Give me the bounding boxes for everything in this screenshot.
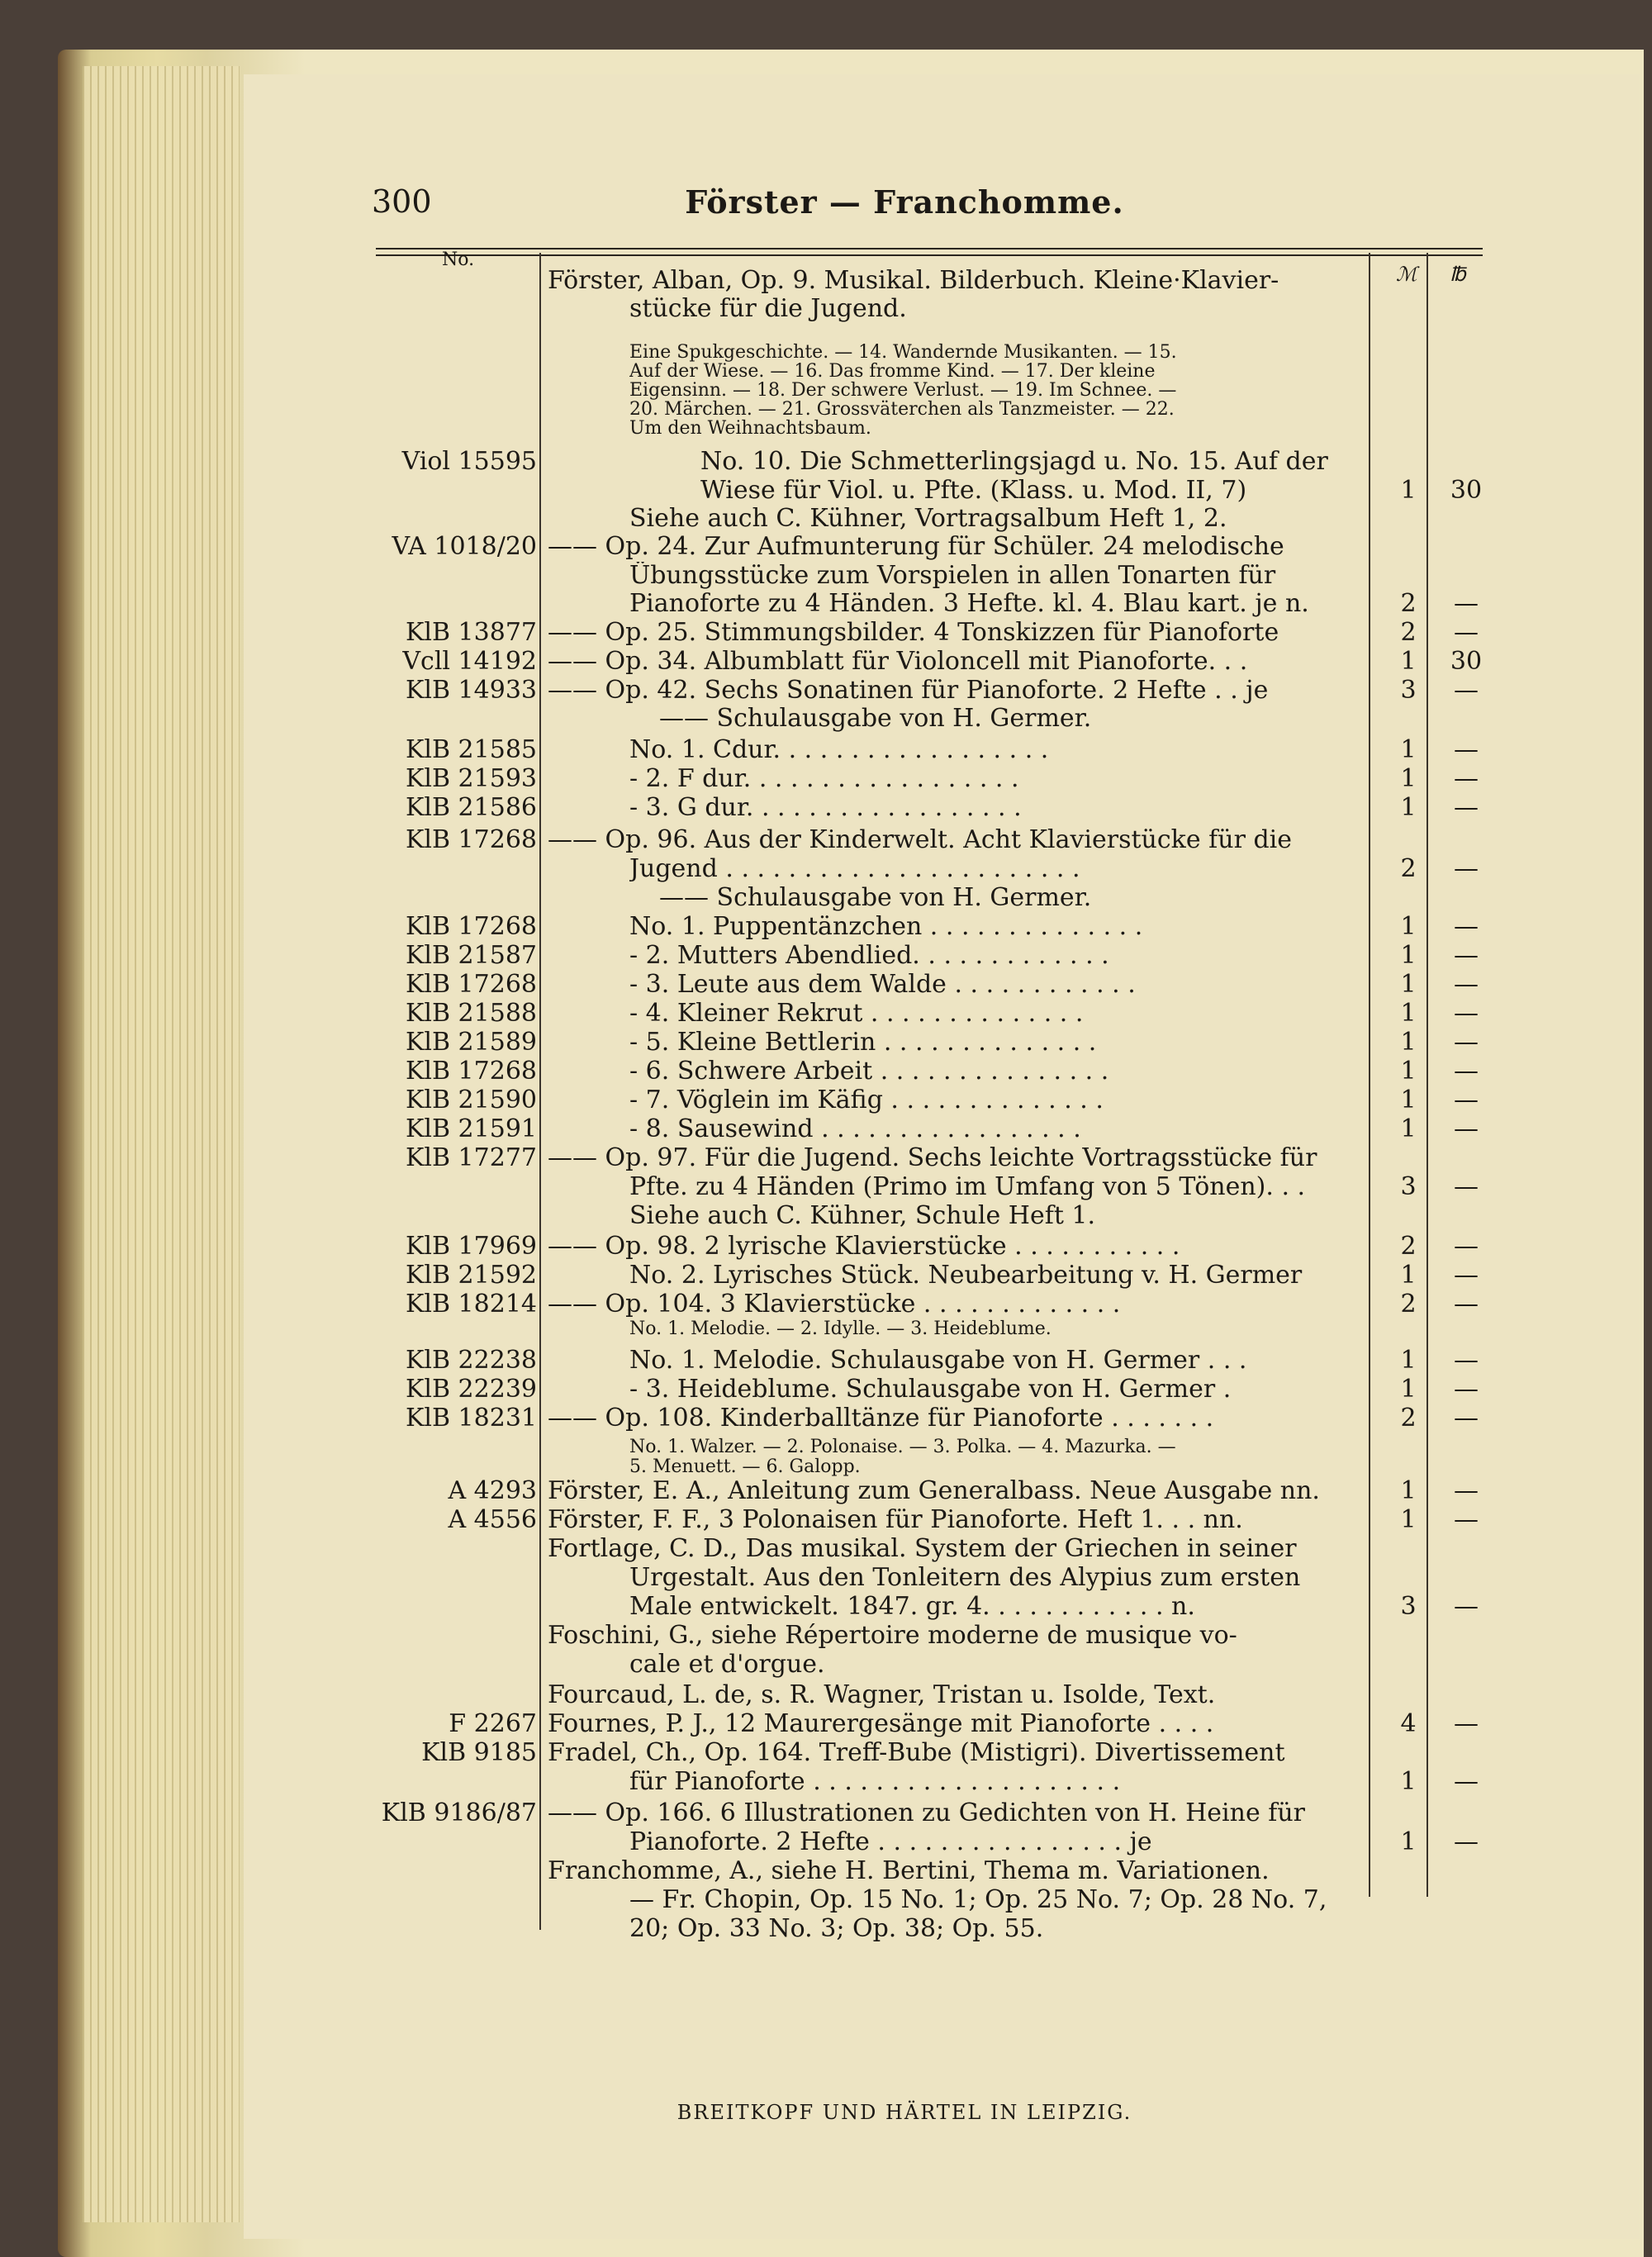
catalog-number: KlB 9186/87 [381,1798,537,1827]
entry-text: - 8. Sausewind . . . . . . . . . . . . . . . . . [629,1115,1081,1143]
table-row [0,1681,1652,1709]
table-row [0,794,1652,822]
entry-text: 20; Op. 33 No. 3; Op. 38; Op. 55. [629,1915,1044,1943]
entry-text: Urgestalt. Aus den Tonleitern des Alypius zum ersten [629,1564,1301,1592]
entry-text: - 2. Mutters Abendlied. . . . . . . . . . . . . [629,942,1109,970]
table-row [0,736,1652,764]
price-mark: 3 [1400,676,1417,705]
entry-text: —— Schulausgabe von H. Germer. [659,705,1092,733]
entry-text: No. 1. Cdur. . . . . . . . . . . . . . . . . . [629,736,1049,764]
table-row [0,1144,1652,1172]
entry-text: - 4. Kleiner Rekrut . . . . . . . . . . . . . . [629,1000,1084,1028]
table-row [0,1622,1652,1650]
price-pfennig: — [1454,1346,1479,1375]
table-row [0,1315,1652,1343]
table-row [0,267,1652,295]
table-row [0,1202,1652,1230]
table-row [0,1915,1652,1943]
table-row [0,1086,1652,1114]
price-pfennig: — [1454,589,1479,618]
table-row [0,1564,1652,1592]
price-pfennig: — [1454,1057,1479,1086]
price-mark: 1 [1400,476,1417,505]
column-header-mark: ℳ [1396,263,1417,286]
price-mark: 3 [1400,1592,1417,1621]
entry-text: No. 10. Die Schmetterlingsjagd u. No. 15. Auf der [700,448,1328,476]
price-mark: 1 [1400,1767,1417,1796]
entry-text: No. 1. Melodie. Schulausgabe von H. Germer . . . [629,1347,1247,1375]
price-pfennig: — [1454,1404,1479,1433]
price-mark: 4 [1400,1709,1417,1738]
entry-text: 20. Märchen. — 21. Grossväterchen als Tanzmeister. — 22. [629,399,1175,420]
price-pfennig: — [1454,854,1479,883]
price-mark: 1 [1400,1057,1417,1086]
table-row [0,1477,1652,1505]
entry-text: cale et d'orgue. [629,1651,825,1679]
table-row [0,1506,1652,1534]
table-row [0,1886,1652,1914]
entry-text: Pfte. zu 4 Händen (Primo im Umfang von 5 Tönen). . . [629,1173,1306,1201]
catalog-number: Viol 15595 [401,447,537,476]
table-row [0,971,1652,999]
table-row [0,884,1652,912]
price-mark: 2 [1400,1232,1417,1261]
price-pfennig: — [1454,1172,1479,1201]
price-mark: 1 [1400,1086,1417,1114]
price-pfennig: — [1454,999,1479,1028]
price-pfennig: — [1454,676,1479,705]
price-pfennig: 30 [1450,647,1483,676]
table-row [0,942,1652,970]
price-pfennig: — [1454,793,1479,822]
table-row [0,1029,1652,1057]
price-pfennig: — [1454,1827,1479,1856]
price-mark: 2 [1400,589,1417,618]
entry-text: Siehe auch C. Kühner, Vortragsalbum Heft 1, 2. [629,505,1227,533]
entry-text: Eigensinn. — 18. Der schwere Verlust. — 19. Im Schnee. — [629,380,1177,401]
catalog-number: KlB 17268 [405,912,537,941]
entry-text: No. 2. Lyrisches Stück. Neubearbeitung v. H. Germer [629,1262,1303,1290]
price-pfennig: — [1454,735,1479,764]
entry-text: Eine Spukgeschichte. — 14. Wandernde Musikanten. — 15. [629,342,1177,363]
catalog-number: KlB 17268 [405,825,537,854]
catalog-number: F 2267 [449,1709,537,1738]
entry-text: 5. Menuett. — 6. Galopp. [629,1456,861,1477]
table-row [0,1651,1652,1679]
page-number: 300 [372,183,432,220]
price-pfennig: — [1454,1261,1479,1290]
entry-text: —— Op. 108. Kinderballtänze für Pianoforte . . . . . . . [548,1404,1214,1433]
catalog-number: KlB 17268 [405,1057,537,1086]
entry-text: —— Op. 34. Albumblatt für Violoncell mit Pianoforte. . . [548,648,1248,676]
entry-text: für Pianoforte . . . . . . . . . . . . . . . . . . . . [629,1768,1121,1796]
entry-text: Förster, F. F., 3 Polonaisen für Pianoforte. Heft 1. . . nn. [548,1506,1243,1534]
entry-text: No. 1. Walzer. — 2. Polonaise. — 3. Polka. — 4. Mazurka. — [629,1437,1176,1457]
page-header [372,183,1437,233]
entry-text: Fradel, Ch., Op. 164. Treff-Bube (Mistigri). Divertissement [548,1739,1285,1767]
catalog-number: KlB 21589 [405,1028,537,1057]
price-pfennig: — [1454,1028,1479,1057]
catalog-number: KlB 9185 [421,1738,537,1767]
price-mark: 1 [1400,735,1417,764]
entry-text: Franchomme, A., siehe H. Bertini, Thema m. Variationen. [548,1857,1270,1885]
table-row [0,648,1652,676]
price-pfennig: — [1454,618,1479,647]
entry-text: - 5. Kleine Bettlerin . . . . . . . . . . . . . . [629,1029,1097,1057]
price-mark: 1 [1400,1261,1417,1290]
catalog-number: KlB 18231 [405,1404,537,1433]
price-pfennig: — [1454,1232,1479,1261]
entry-text: Jugend . . . . . . . . . . . . . . . . . . . . . . . [629,855,1080,883]
column-header-pf: ℔ [1450,263,1466,286]
table-row [0,1404,1652,1433]
price-mark: 2 [1400,854,1417,883]
price-mark: 2 [1400,618,1417,647]
price-mark: 1 [1400,941,1417,970]
entry-text: - 2. F dur. . . . . . . . . . . . . . . . . . [629,765,1019,793]
publisher-footer: BREITKOPF UND HÄRTEL IN LEIPZIG. [676,2101,1132,2124]
entry-text: Pianoforte zu 4 Händen. 3 Hefte. kl. 4. Blau kart. je n. [629,590,1309,618]
table-row [0,1768,1652,1796]
price-mark: 1 [1400,970,1417,999]
table-row [0,677,1652,705]
catalog-number: KlB 17268 [405,970,537,999]
table-row [0,1710,1652,1738]
table-row [0,619,1652,647]
catalog-number: KlB 17969 [405,1232,537,1261]
price-mark: 2 [1400,1290,1417,1319]
table-row [0,765,1652,793]
entry-text: - 3. G dur. . . . . . . . . . . . . . . . . . [629,794,1022,822]
table-row [0,1535,1652,1563]
price-pfennig: — [1454,941,1479,970]
catalog-number: KlB 21586 [405,793,537,822]
price-mark: 1 [1400,1346,1417,1375]
entry-text: Male entwickelt. 1847. gr. 4. . . . . . . . . . . . n. [629,1593,1195,1621]
table-row [0,533,1652,561]
entry-text: Fourcaud, L. de, s. R. Wagner, Tristan u. Isolde, Text. [548,1681,1216,1709]
running-title: Förster — Franchomme. [685,183,1124,221]
price-mark: 1 [1400,1505,1417,1534]
table-row [0,562,1652,590]
header-rule [376,248,1483,256]
price-pfennig: — [1454,1375,1479,1404]
entry-text: No. 1. Puppentänzchen . . . . . . . . . . . . . . [629,913,1143,941]
column-header-no: No. [442,249,475,270]
table-row [0,1115,1652,1143]
catalog-number: A 4556 [448,1505,537,1534]
price-pfennig: — [1454,970,1479,999]
table-row [0,1057,1652,1086]
entry-text: No. 1. Melodie. — 2. Idylle. — 3. Heideblume. [629,1319,1051,1339]
table-row [0,1262,1652,1290]
entry-text: — Fr. Chopin, Op. 15 No. 1; Op. 25 No. 7; Op. 28 No. 7, [629,1886,1327,1914]
price-mark: 1 [1400,1476,1417,1505]
price-mark: 3 [1400,1172,1417,1201]
price-mark: 2 [1400,1404,1417,1433]
entry-text: Fortlage, C. D., Das musikal. System der Griechen in seiner [548,1535,1297,1563]
entry-text: Förster, Alban, Op. 9. Musikal. Bilderbuch. Kleine·Klavier- [548,267,1279,295]
catalog-number: KlB 21590 [405,1086,537,1114]
table-row [0,1799,1652,1827]
price-mark: 1 [1400,1114,1417,1143]
table-row [0,505,1652,533]
table-row [0,590,1652,618]
entry-text: - 7. Vöglein im Käfig . . . . . . . . . . . . . . [629,1086,1104,1114]
entry-text: Um den Weihnachtsbaum. [629,418,871,439]
table-row [0,1857,1652,1885]
table-row [0,1173,1652,1201]
price-pfennig: — [1454,764,1479,793]
catalog-number: KlB 21591 [405,1114,537,1143]
table-row [0,477,1652,505]
entry-text: Siehe auch C. Kühner, Schule Heft 1. [629,1202,1096,1230]
catalog-number: VA 1018/20 [392,532,537,561]
table-row [0,1376,1652,1404]
price-pfennig: — [1454,1086,1479,1114]
price-mark: 1 [1400,793,1417,822]
catalog-number: KlB 18214 [405,1290,537,1319]
price-mark: 1 [1400,912,1417,941]
table-row [0,855,1652,883]
entry-text: - 3. Heideblume. Schulausgabe von H. Germer . [629,1376,1232,1404]
table-row [0,1739,1652,1767]
catalog-number: KlB 21593 [405,764,537,793]
table-row [0,295,1652,323]
catalog-number: KlB 17277 [405,1143,537,1172]
catalog-number: KlB 21585 [405,735,537,764]
entry-text: stücke für die Jugend. [629,295,907,323]
entry-text: Wiese für Viol. u. Pfte. (Klass. u. Mod. II, 7) [700,477,1247,505]
table-row [0,1233,1652,1261]
catalog-number: KlB 21588 [405,999,537,1028]
table-row [0,913,1652,941]
table-row [0,1000,1652,1028]
entry-text: —— Op. 98. 2 lyrische Klavierstücke . . . . . . . . . . . [548,1233,1180,1261]
catalog-number: A 4293 [448,1476,537,1505]
price-mark: 1 [1400,647,1417,676]
entry-text: Pianoforte. 2 Hefte . . . . . . . . . . . . . . . . je [629,1828,1152,1856]
entry-text: —— Op. 96. Aus der Kinderwelt. Acht Klavierstücke für die [548,826,1292,854]
price-pfennig: — [1454,1767,1479,1796]
entry-text: Übungsstücke zum Vorspielen in allen Tonarten für [629,562,1276,590]
entry-text: —— Schulausgabe von H. Germer. [659,884,1092,912]
entry-text: —— Op. 42. Sechs Sonatinen für Pianoforte. 2 Hefte . . je [548,677,1269,705]
catalog-number: KlB 22239 [405,1375,537,1404]
price-pfennig: — [1454,1290,1479,1319]
entry-text: —— Op. 25. Stimmungsbilder. 4 Tonskizzen für Pianoforte [548,619,1279,647]
price-mark: 1 [1400,1827,1417,1856]
table-row [0,1290,1652,1319]
entry-text: —— Op. 24. Zur Aufmunterung für Schüler. 24 melodische [548,533,1284,561]
entry-text: Fournes, P. J., 12 Maurergesänge mit Pianoforte . . . . [548,1710,1214,1738]
catalog-number: KlB 13877 [405,618,537,647]
price-pfennig: 30 [1450,476,1483,505]
price-mark: 1 [1400,1028,1417,1057]
table-row [0,826,1652,854]
entry-text: —— Op. 166. 6 Illustrationen zu Gedichten von H. Heine für [548,1799,1306,1827]
table-row [0,1593,1652,1621]
catalog-number: KlB 21592 [405,1261,537,1290]
table-row [0,1828,1652,1856]
price-pfennig: — [1454,1476,1479,1505]
price-pfennig: — [1454,1505,1479,1534]
price-pfennig: — [1454,1592,1479,1621]
catalog-number: KlB 22238 [405,1346,537,1375]
catalog-number: Vcll 14192 [402,647,537,676]
catalog-number: KlB 14933 [405,676,537,705]
table-row [0,1347,1652,1375]
entry-text: Förster, E. A., Anleitung zum Generalbass. Neue Ausgabe nn. [548,1477,1320,1505]
entry-text: - 6. Schwere Arbeit . . . . . . . . . . . . . . . [629,1057,1109,1086]
price-pfennig: — [1454,1709,1479,1738]
price-mark: 1 [1400,764,1417,793]
price-pfennig: — [1454,1114,1479,1143]
price-mark: 1 [1400,1375,1417,1404]
table-row [0,705,1652,733]
price-pfennig: — [1454,912,1479,941]
table-row [0,415,1652,443]
entry-text: Foschini, G., siehe Répertoire moderne de musique vo- [548,1622,1237,1650]
entry-text: —— Op. 104. 3 Klavierstücke . . . . . . . . . . . . . [548,1290,1121,1319]
entry-text: Auf der Wiese. — 16. Das fromme Kind. — 17. Der kleine [629,361,1156,382]
entry-text: - 3. Leute aus dem Walde . . . . . . . . . . . . [629,971,1136,999]
catalog-number: KlB 21587 [405,941,537,970]
entry-text: —— Op. 97. Für die Jugend. Sechs leichte Vortragsstücke für [548,1144,1317,1172]
price-mark: 1 [1400,999,1417,1028]
table-row [0,448,1652,476]
